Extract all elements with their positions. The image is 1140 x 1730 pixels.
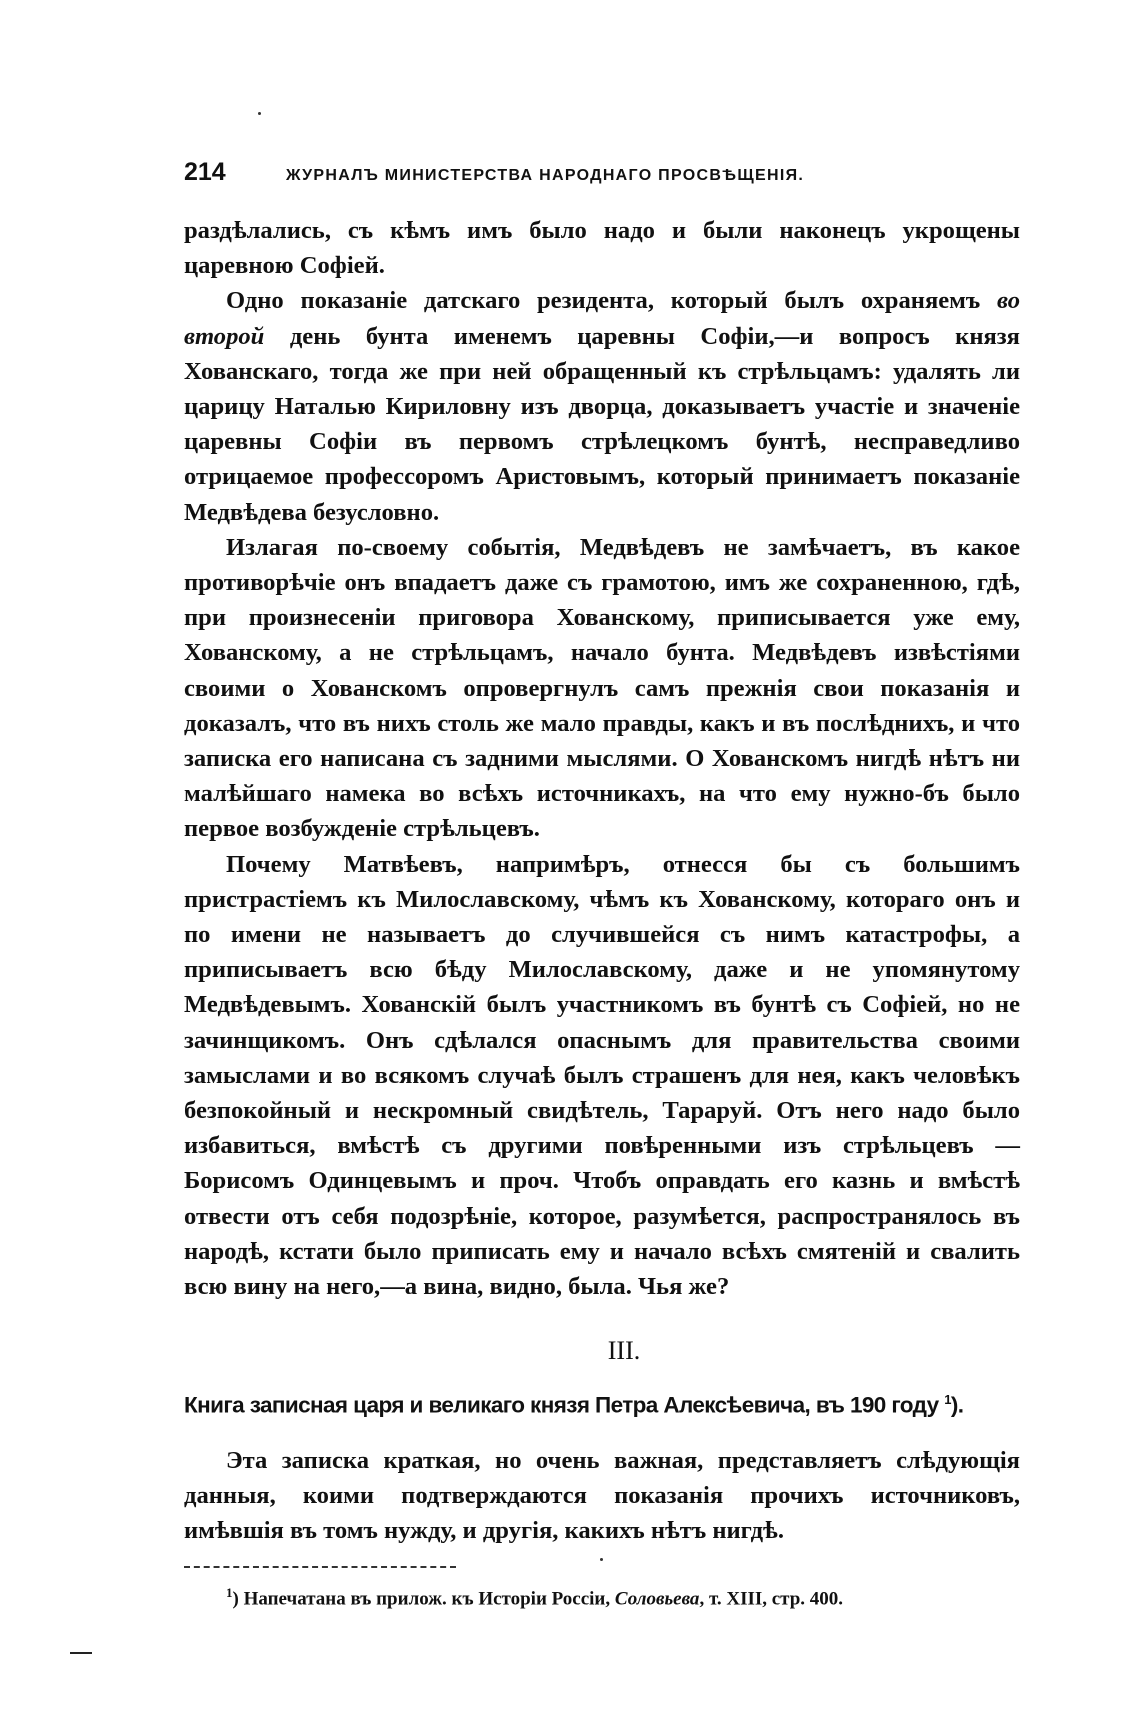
margin-mark <box>70 1652 92 1654</box>
journal-title: ЖУРНАЛЪ МИНИСТЕРСТВА НАРОДНАГО ПРОСВѢЩЕНІЯ. <box>286 167 805 184</box>
section-heading: Книга записная царя и великаго князя Петра Алексѣевича, въ 190 году $^1$). <box>184 1392 964 1418</box>
section-heading-text: Книга записная царя и великаго князя Петра Алексѣевича, въ 190 году <box>184 1392 939 1418</box>
footnote-mark: 1 <box>226 1585 233 1601</box>
paragraph-matveev: Почему Матвѣевъ, напримѣръ, отнесся бы съ большимъ пристрастіемъ къ Милославскому, чѣмъ къ Хованскому, котораго онъ и по имени не называетъ до случившейся съ нимъ катастрофы, а приписываетъ всю бѣду Милославскому, даже и не упомянутому Медвѣдевымъ. Хованскій былъ участникомъ въ бунтѣ съ Софіей, но не зачинщикомъ. Онъ сдѣлался опаснымъ для правительства своими замыслами и во всякомъ случаѣ былъ страшенъ для нея, какъ человѣкъ безпокойный и нескромный свидѣтель, Тараруй. Отъ него надо было избавиться, вмѣстѣ съ другими повѣренными изъ стрѣльцевъ — Борисомъ Одинцевымъ и проч. Чтобъ оправдать его казнь и вмѣстѣ отвести отъ себя подозрѣніе, которое, разумѣется, распространялось въ народѣ, кстати было приписать ему и начало всѣхъ смятеній и свалить всю вину на него,—а вина, видно, была. Чья же? <box>184 850 1020 1301</box>
footnote-text-end: , т. XIII, стр. 400. <box>699 1588 844 1610</box>
paragraph-section-intro: Эта записка краткая, но очень важная, представляетъ слѣдующія данныя, коими подтверждаются показанія прочихъ источниковъ, имѣвшія въ томъ нужду, и другія, какихъ нѣтъ нигдѣ. <box>184 1446 1020 1545</box>
footnote: $^1$) Напечатана въ прилож. къ Исторіи Россіи, Соловьева, т. XIII, стр. 400. <box>226 1585 844 1610</box>
scan-speck <box>600 1558 603 1561</box>
footnote-author: Соловьева <box>614 1588 700 1610</box>
footnote-divider <box>184 1566 456 1568</box>
footnote-reference: 1 <box>944 1392 951 1408</box>
italic-phrase: во второй <box>184 287 1020 350</box>
page-number: 214 <box>184 158 226 186</box>
paragraph-medvedev: Излагая по-своему событія, Медвѣдевъ не замѣчаетъ, въ какое противорѣчіе онъ впадаетъ даже съ грамотою, имъ же сохраненною, гдѣ, при произнесеніи приговора Хованскому, приписывается уже ему, Хованскому, а не стрѣльцамъ, начало бунта. Медвѣдевъ извѣстіями своими о Хованскомъ опровергнулъ самъ прежнія свои показанія и доказалъ, что въ нихъ столь же мало правды, какъ и въ послѣднихъ, и что записка его написана съ задними мыслями. О Хованскомъ нигдѣ нѣтъ ни малѣйшаго намека во всѣхъ источникахъ, на что ему нужно-бъ было первое возбужденіе стрѣльцевъ. <box>184 533 1020 843</box>
section-number: III. <box>607 1336 641 1366</box>
scan-speck <box>258 112 261 115</box>
paragraph-text: Одно показаніе датскаго резидента, который былъ охраняемъ <box>226 287 998 315</box>
paragraph-text: день бунта именемъ царевны Софіи,—и вопросъ князя Хованскаго, тогда же при ней обращенный къ стрѣльцамъ: удалять ли царицу Наталью Кириловну изъ дворца, доказываетъ участіе и значеніе царевны Софіи въ первомъ стрѣлецкомъ бунтѣ, несправедливо отрицаемое профессоромъ Аристовымъ, который принимаетъ показаніе Медвѣдева безусловно. <box>184 322 1020 526</box>
page-body <box>184 158 1020 1613</box>
paragraph-continuation: раздѣлались, съ кѣмъ имъ было надо и были наконецъ укрощены царевною Софіей. <box>184 217 1020 280</box>
running-head <box>184 158 1020 187</box>
footnote-text: Напечатана въ прилож. къ Исторіи Россіи, <box>243 1588 615 1610</box>
paragraph-danish-resident <box>184 283 1020 529</box>
